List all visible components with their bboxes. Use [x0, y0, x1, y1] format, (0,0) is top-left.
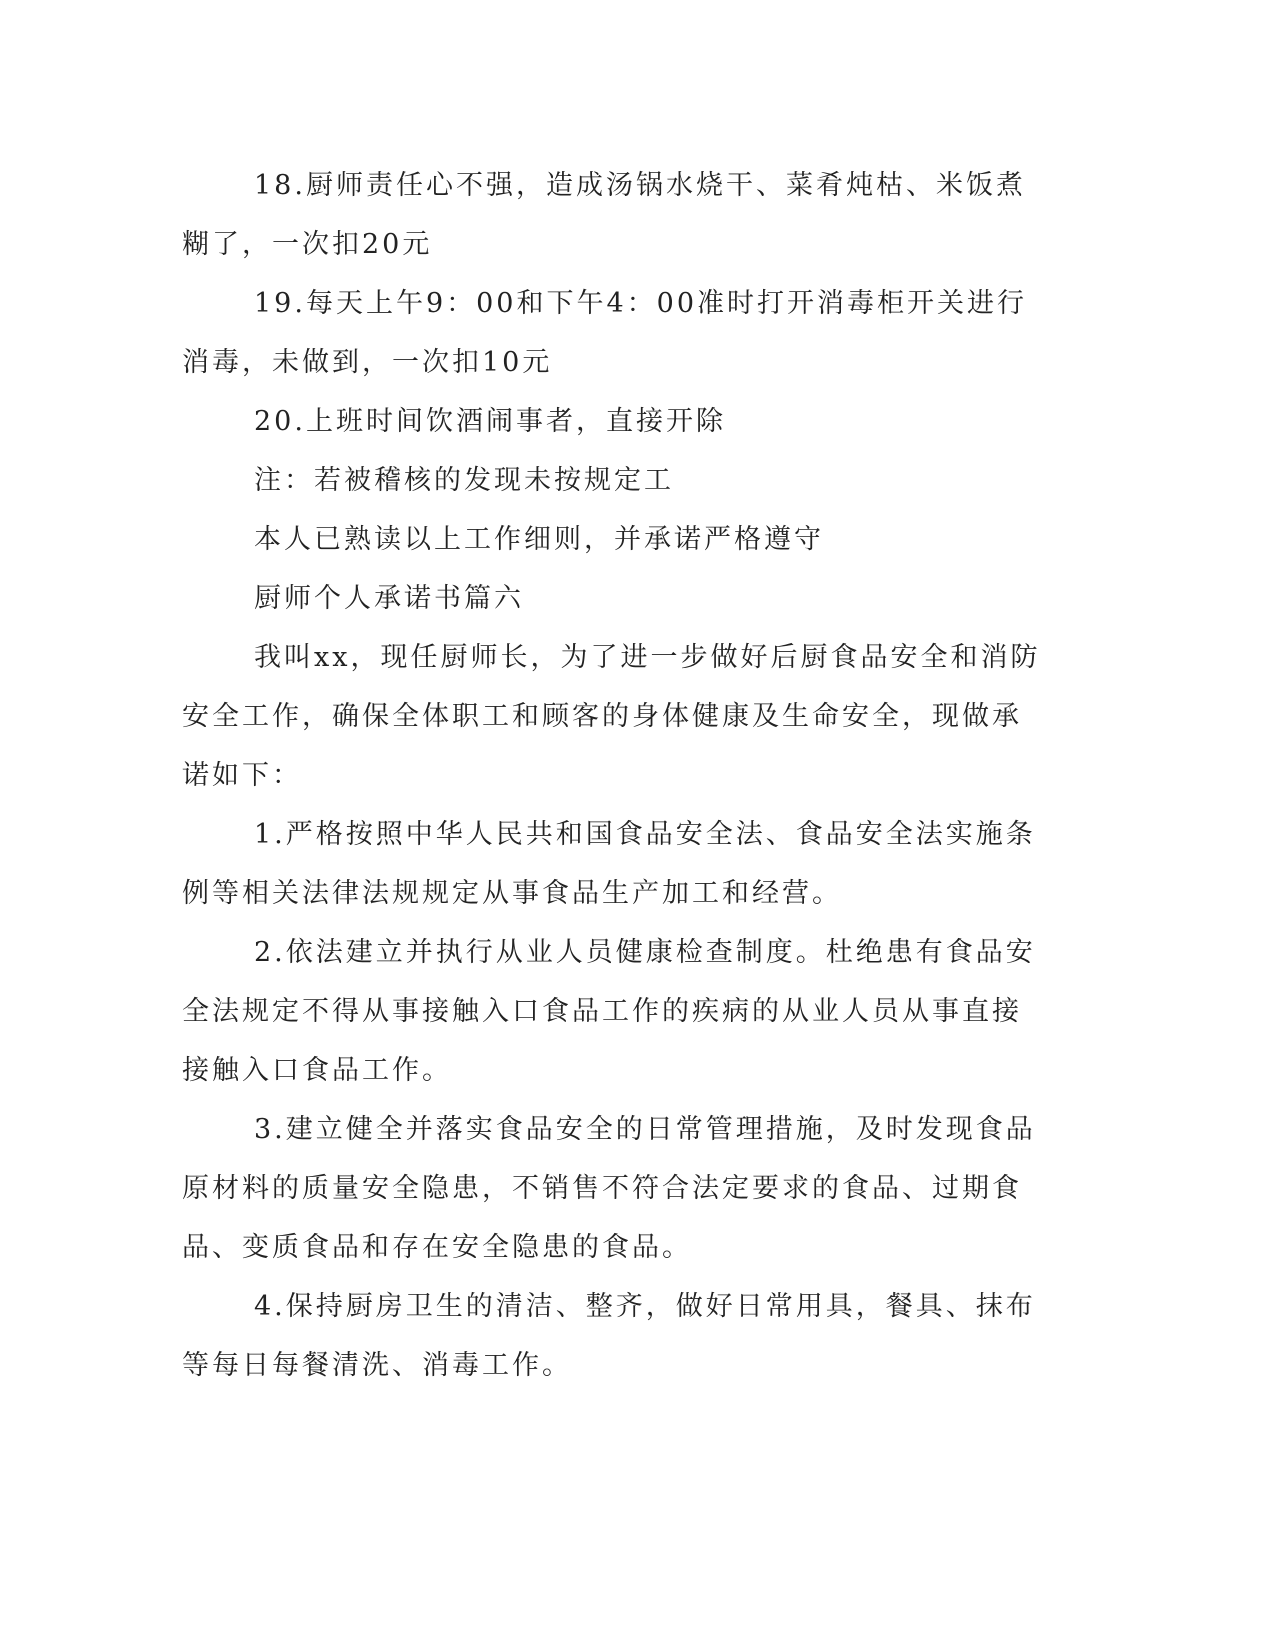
rule-20-paragraph: 20.上班时间饮酒闹事者，直接开除	[254, 406, 726, 437]
commitment-4-paragraph: 4.保持厨房卫生的清洁、整齐，做好日常用具，餐具、抹布等每日每餐清洗、消毒工作。	[182, 1291, 1036, 1381]
section-heading: 厨师个人承诺书篇六	[254, 583, 524, 614]
acknowledgement-paragraph: 本人已熟读以上工作细则，并承诺严格遵守	[254, 524, 824, 555]
document-body	[182, 156, 1042, 1395]
intro-paragraph: 我叫xx，现任厨师长，为了进一步做好后厨食品安全和消防安全工作，确保全体职工和顾客的身体健康及生命安全，现做承诺如下：	[182, 642, 1041, 791]
commitment-2-paragraph: 2.依法建立并执行从业人员健康检查制度。杜绝患有食品安全法规定不得从事接触入口食品工作的疾病的从业人员从事直接接触入口食品工作。	[182, 937, 1036, 1086]
rule-19-paragraph: 19.每天上午9：00和下午4：00准时打开消毒柜开关进行消毒，未做到，一次扣10元	[182, 288, 1028, 378]
commitment-1-paragraph: 1.严格按照中华人民共和国食品安全法、食品安全法实施条例等相关法律法规规定从事食品生产加工和经营。	[182, 819, 1036, 909]
commitment-3-paragraph: 3.建立健全并落实食品安全的日常管理措施，及时发现食品原材料的质量安全隐患，不销售不符合法定要求的食品、过期食品、变质食品和存在安全隐患的食品。	[182, 1114, 1036, 1263]
rule-18-paragraph: 18.厨师责任心不强，造成汤锅水烧干、菜肴炖枯、米饭煮糊了，一次扣20元	[182, 170, 1026, 260]
note-paragraph: 注：若被稽核的发现未按规定工	[254, 465, 674, 496]
